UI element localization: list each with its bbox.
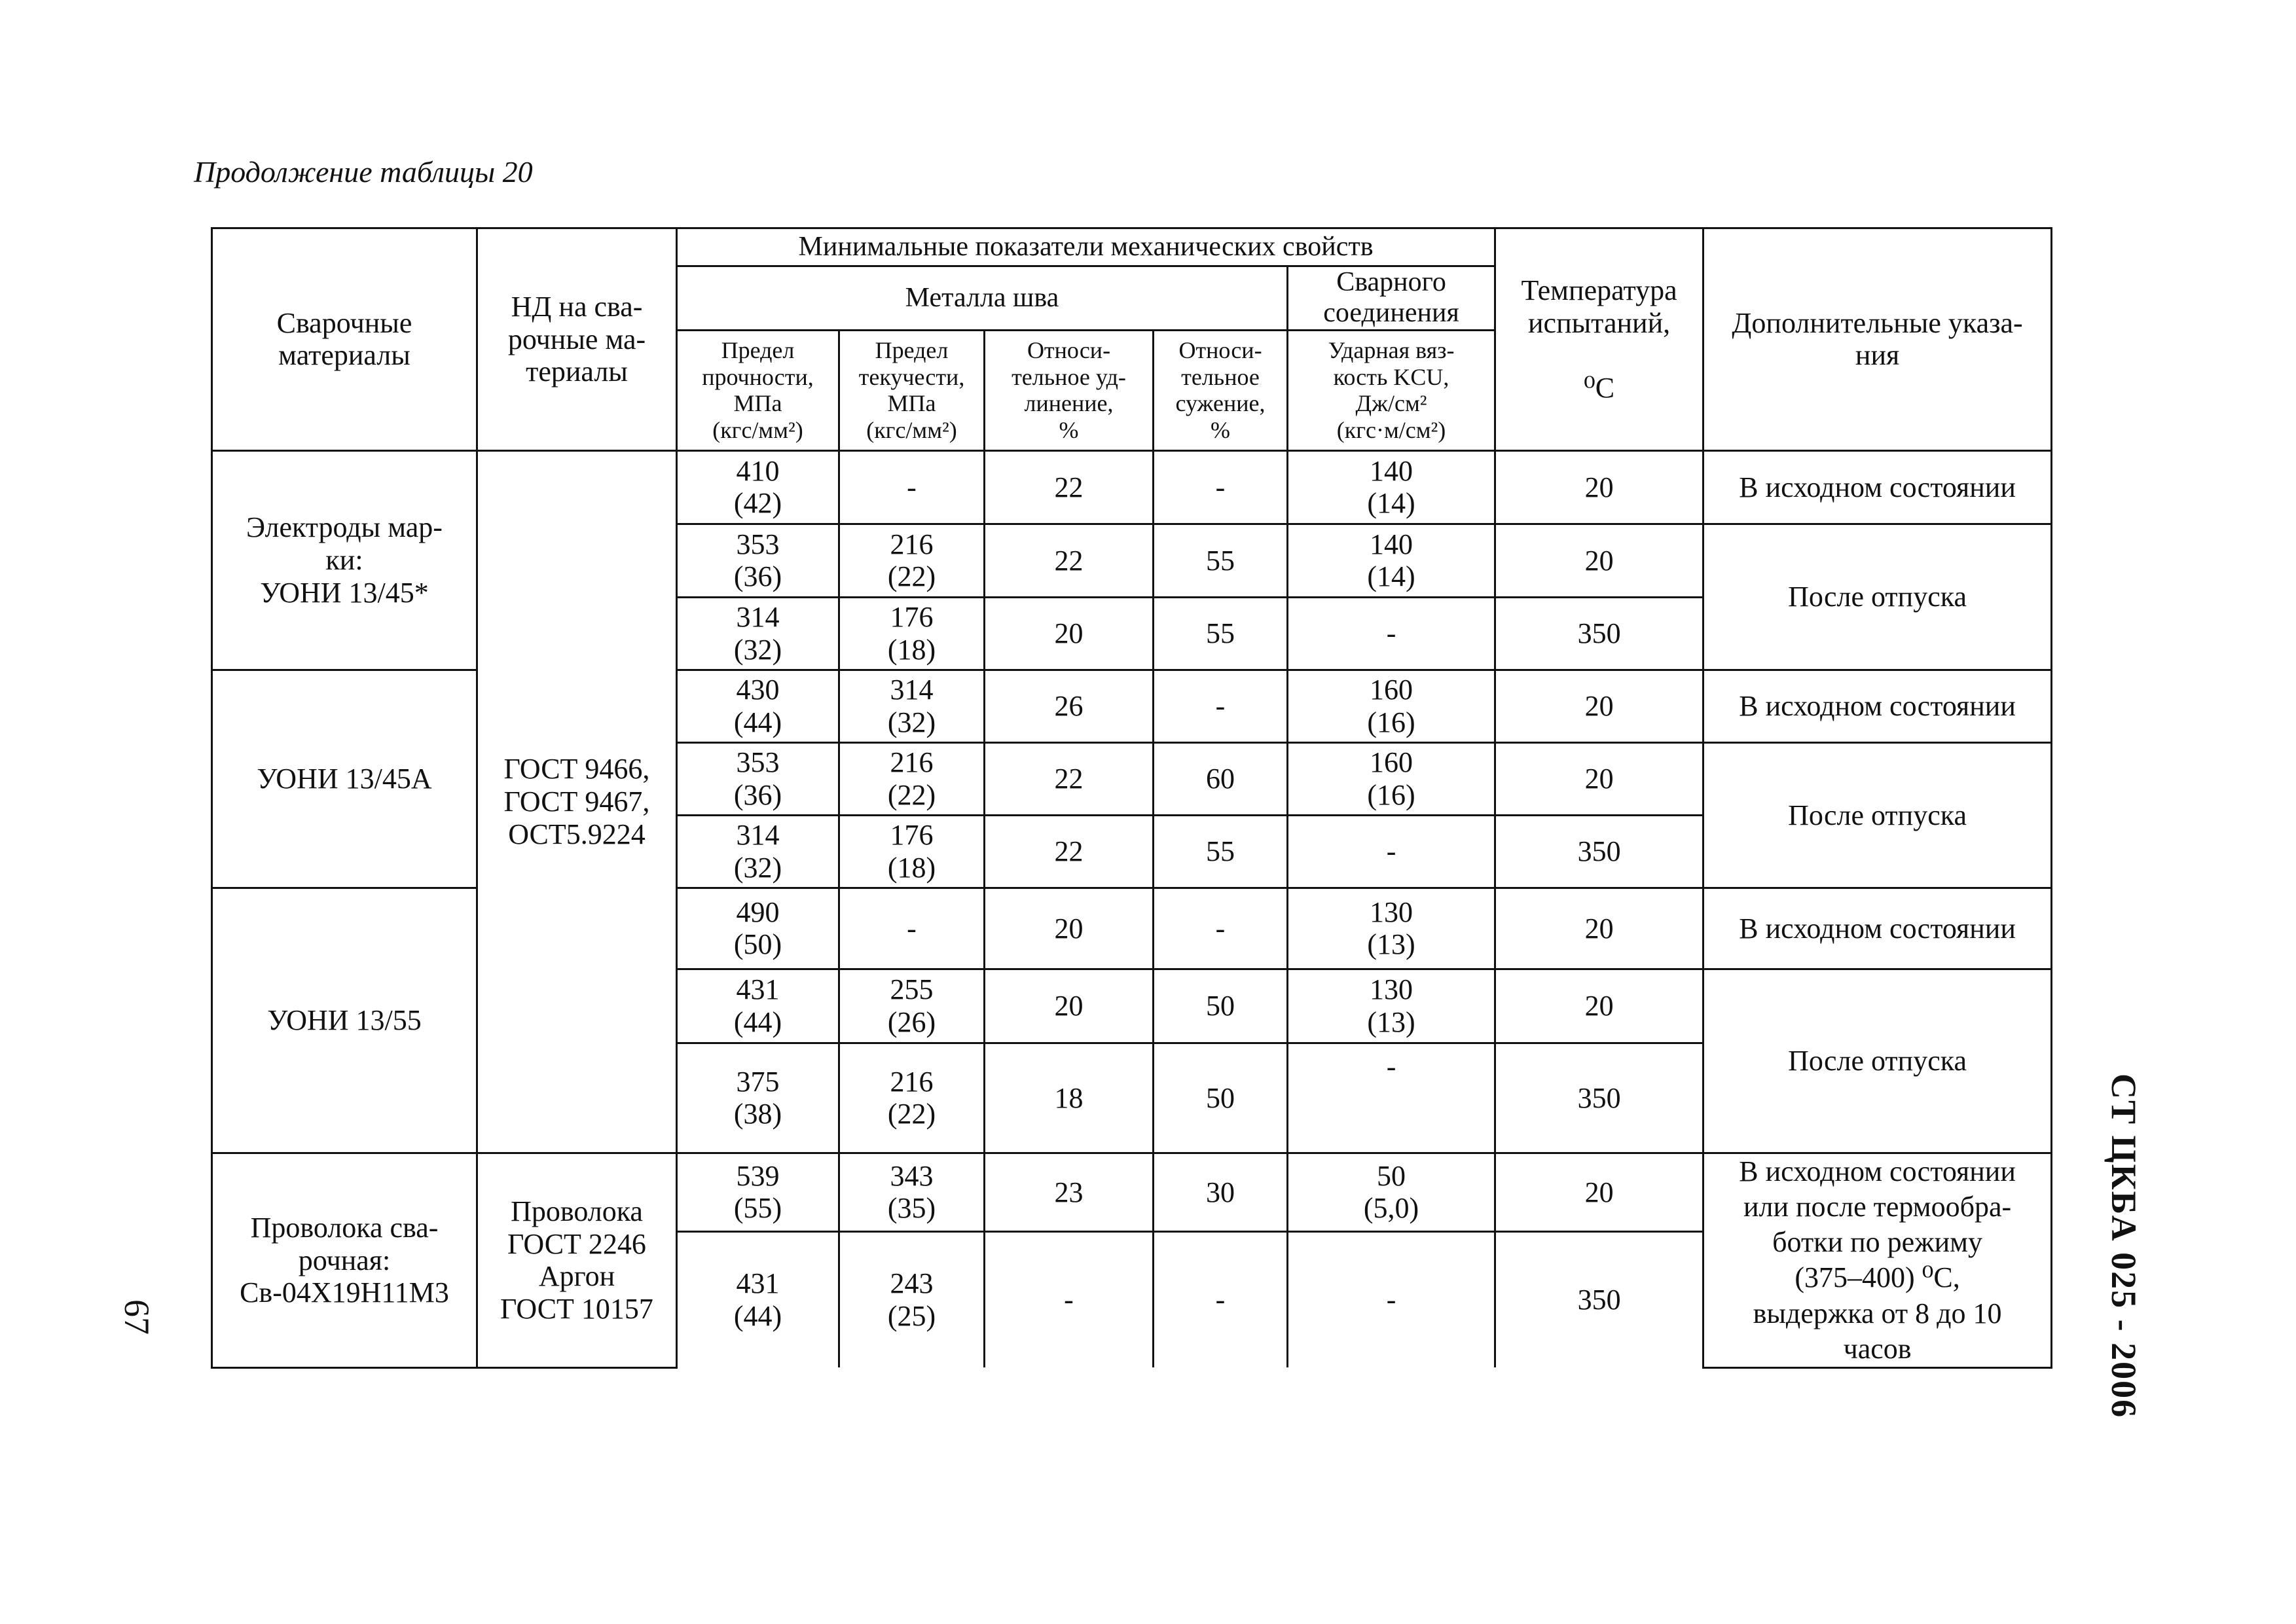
- cell-elongation: 22: [985, 742, 1154, 815]
- header-weld-metal: Металла шва: [677, 266, 1288, 331]
- cell-note: В исходном состоянии: [1704, 450, 2052, 524]
- header-notes: Дополнительные указа- ния: [1704, 228, 2052, 451]
- header-nd: НД на сва- рочные ма- териалы: [477, 228, 677, 451]
- cell-elongation: 22: [985, 450, 1154, 524]
- cell-elongation: 23: [985, 1153, 1154, 1231]
- cell-tensile: 431 (44): [677, 969, 839, 1043]
- cell-temperature: 350: [1495, 1231, 1704, 1367]
- cell-impact: 140 (14): [1288, 450, 1495, 524]
- cell-temperature: 350: [1495, 597, 1704, 670]
- header-tensile: Предел прочности, МПа (кгс/мм²): [677, 330, 839, 450]
- cell-reduction: 55: [1154, 597, 1288, 670]
- cell-yield: 176 (18): [839, 815, 985, 888]
- group-name: УОНИ 13/55: [212, 888, 477, 1153]
- cell-elongation: 22: [985, 524, 1154, 597]
- cell-note: После отпуска: [1704, 969, 2052, 1153]
- header-temperature: Температура испытаний, ⁰С: [1495, 228, 1704, 451]
- cell-yield: 216 (22): [839, 524, 985, 597]
- header-row: [212, 228, 2052, 266]
- cell-note: После отпуска: [1704, 742, 2052, 888]
- table-caption: Продолжение таблицы 20: [194, 155, 533, 189]
- cell-impact: 130 (13): [1288, 888, 1495, 969]
- cell-tensile: 490 (50): [677, 888, 839, 969]
- cell-reduction: 55: [1154, 815, 1288, 888]
- cell-yield: 255 (26): [839, 969, 985, 1043]
- cell-note: В исходном состоянии: [1704, 888, 2052, 969]
- cell-temperature: 20: [1495, 450, 1704, 524]
- cell-tensile: 314 (32): [677, 597, 839, 670]
- cell-temperature: 20: [1495, 888, 1704, 969]
- cell-yield: 216 (22): [839, 742, 985, 815]
- cell-tensile: 353 (36): [677, 524, 839, 597]
- cell-temperature: 20: [1495, 742, 1704, 815]
- cell-reduction: -: [1154, 1231, 1288, 1367]
- cell-yield: 343 (35): [839, 1153, 985, 1231]
- page-number-text: 67: [117, 1299, 156, 1335]
- cell-reduction: 60: [1154, 742, 1288, 815]
- mechanical-properties-table: [211, 227, 2052, 1369]
- cell-yield: 216 (22): [839, 1043, 985, 1153]
- cell-elongation: 22: [985, 815, 1154, 888]
- cell-reduction: -: [1154, 888, 1288, 969]
- cell-note: В исходном состоянии или после термообра- ботки по режиму (375–400) ⁰С, выдержка от 8 до 10 часов: [1704, 1153, 2052, 1367]
- cell-elongation: 20: [985, 597, 1154, 670]
- group-name: Проволока сва- рочная: Св-04Х19Н11М3: [212, 1153, 477, 1367]
- cell-yield: -: [839, 888, 985, 969]
- cell-elongation: 20: [985, 969, 1154, 1043]
- cell-tensile: 430 (44): [677, 670, 839, 742]
- cell-impact: 160 (16): [1288, 742, 1495, 815]
- cell-impact: -: [1288, 815, 1495, 888]
- cell-temperature: 350: [1495, 815, 1704, 888]
- cell-temperature: 20: [1495, 1153, 1704, 1231]
- cell-impact: -: [1288, 1231, 1495, 1367]
- cell-impact: 140 (14): [1288, 524, 1495, 597]
- cell-impact: 130 (13): [1288, 969, 1495, 1043]
- cell-reduction: -: [1154, 670, 1288, 742]
- cell-temperature: 20: [1495, 524, 1704, 597]
- header-min-props: Минимальные показатели механических свойств: [677, 228, 1495, 266]
- document-code-text: СТ ЦКБА 025 - 2006: [2104, 1074, 2143, 1419]
- group-nd: ГОСТ 9466, ГОСТ 9467, ОСТ5.9224: [477, 450, 677, 1153]
- cell-elongation: -: [985, 1231, 1154, 1367]
- header-yield: Предел текучести, МПа (кгс/мм²): [839, 330, 985, 450]
- table-row: [212, 1153, 2052, 1231]
- cell-note: После отпуска: [1704, 524, 2052, 670]
- cell-tensile: 539 (55): [677, 1153, 839, 1231]
- cell-yield: 176 (18): [839, 597, 985, 670]
- cell-elongation: 26: [985, 670, 1154, 742]
- cell-impact: -: [1288, 597, 1495, 670]
- cell-note: В исходном состоянии: [1704, 670, 2052, 742]
- group-name: Электроды мар- ки: УОНИ 13/45*: [212, 450, 477, 670]
- group-nd: Проволока ГОСТ 2246 Аргон ГОСТ 10157: [477, 1153, 677, 1367]
- table-row: [212, 450, 2052, 524]
- header-weld-joint: Сварного соединения: [1288, 266, 1495, 331]
- cell-elongation: 18: [985, 1043, 1154, 1153]
- cell-reduction: 30: [1154, 1153, 1288, 1231]
- cell-reduction: -: [1154, 450, 1288, 524]
- cell-tensile: 410 (42): [677, 450, 839, 524]
- cell-tensile: 375 (38): [677, 1043, 839, 1153]
- cell-yield: 243 (25): [839, 1231, 985, 1367]
- header-elongation: Относи- тельное уд- линение, %: [985, 330, 1154, 450]
- group-name: УОНИ 13/45А: [212, 670, 477, 888]
- cell-impact: 160 (16): [1288, 670, 1495, 742]
- cell-impact: -: [1288, 1043, 1495, 1153]
- cell-impact: 50 (5,0): [1288, 1153, 1495, 1231]
- cell-tensile: 314 (32): [677, 815, 839, 888]
- cell-yield: -: [839, 450, 985, 524]
- cell-tensile: 353 (36): [677, 742, 839, 815]
- cell-reduction: 50: [1154, 1043, 1288, 1153]
- cell-temperature: 20: [1495, 969, 1704, 1043]
- header-impact: Ударная вяз- кость KCU, Дж/см² (кгс·м/см²): [1288, 330, 1495, 450]
- header-reduction: Относи- тельное сужение, %: [1154, 330, 1288, 450]
- cell-temperature: 350: [1495, 1043, 1704, 1153]
- cell-temperature: 20: [1495, 670, 1704, 742]
- cell-elongation: 20: [985, 888, 1154, 969]
- cell-reduction: 55: [1154, 524, 1288, 597]
- cell-tensile: 431 (44): [677, 1231, 839, 1367]
- header-materials: Сварочные материалы: [212, 228, 477, 451]
- cell-yield: 314 (32): [839, 670, 985, 742]
- cell-reduction: 50: [1154, 969, 1288, 1043]
